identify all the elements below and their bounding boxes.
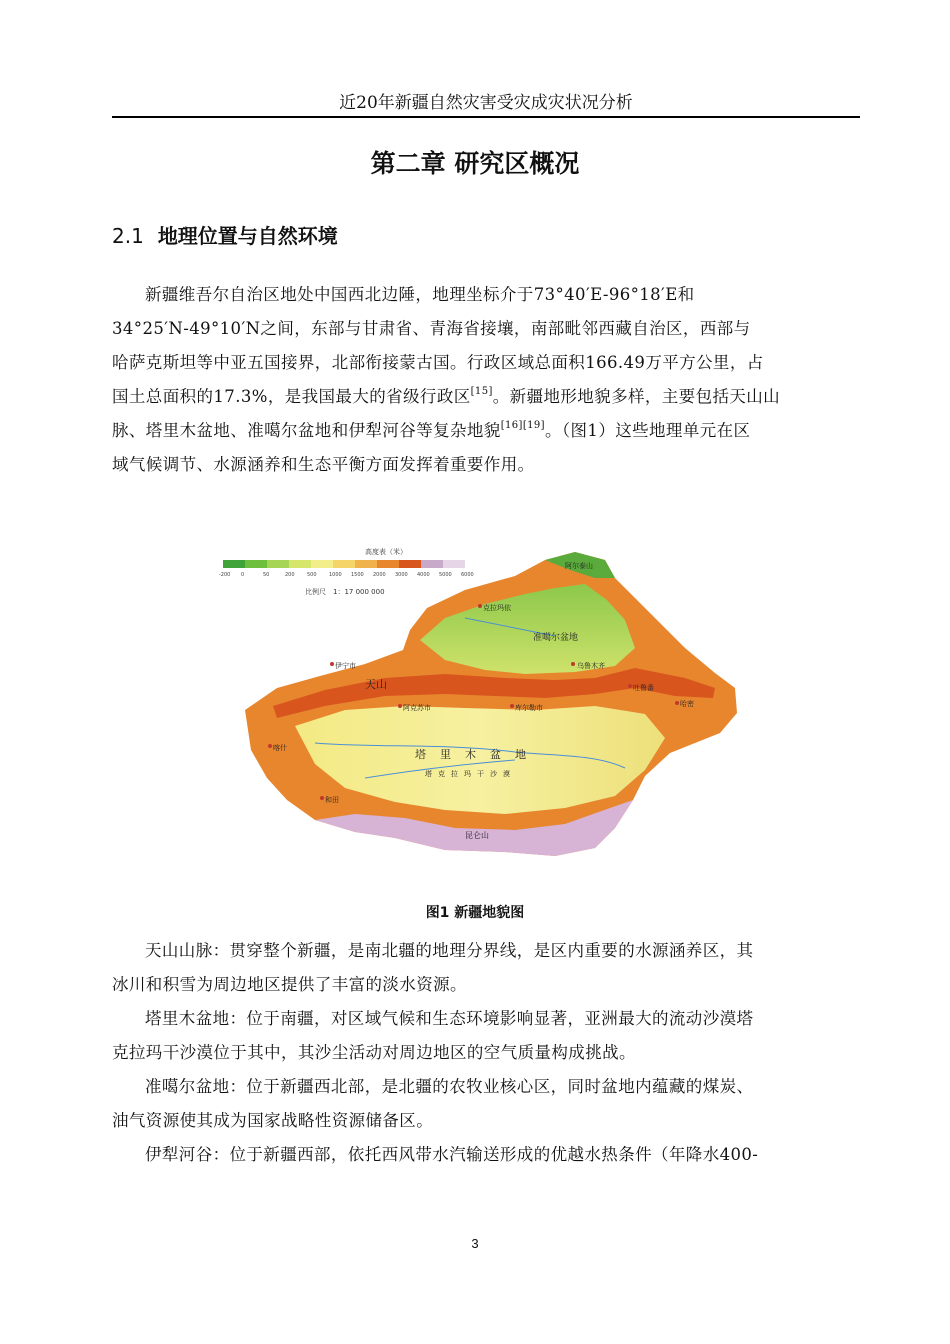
junggar-paragraph: [112, 1070, 860, 1138]
tarim-paragraph: [112, 1002, 860, 1070]
legend-tick-label: -200: [219, 572, 231, 578]
label-kuerle: 库尔勒市: [515, 704, 543, 712]
intro-paragraph: [112, 278, 860, 482]
intro-line: 域气候调节、水源涵养和生态平衡方面发挥着重要作用。: [112, 455, 535, 474]
legend-tick-label: 200: [285, 572, 295, 578]
scale-text: 比例尺 1：17 000 000: [305, 588, 385, 596]
body-line: 准噶尔盆地：位于新疆西北部，是北疆的农牧业核心区，同时盆地内蕴藏的煤炭、: [145, 1077, 754, 1096]
label-kashi: 喀什: [273, 744, 287, 752]
intro-line: 哈萨克斯坦等中亚五国接界，北部衔接蒙古国。行政区域总面积166.49万平方公里，占: [112, 353, 764, 372]
label-kunlun: 昆仑山: [465, 831, 489, 840]
yili-paragraph: [112, 1138, 860, 1172]
figure-caption: 图1 新疆地貌图: [425, 905, 525, 921]
label-hetian: 和田: [325, 796, 339, 804]
chapter-title: 第二章 研究区概况: [370, 149, 580, 178]
legend-swatch: [267, 560, 289, 568]
legend-swatch: [311, 560, 333, 568]
label-aksu: 阿克苏市: [403, 704, 431, 712]
body-line: 天山山脉：贯穿整个新疆，是南北疆的地理分界线，是区内重要的水源涵养区，其: [145, 941, 754, 960]
label-urumqi: 乌鲁木齐: [577, 662, 605, 670]
intro-line: 新疆维吾尔自治区地处中国西北边陲，地理坐标介于73°40′E-96°18′E和: [145, 285, 695, 304]
label-zhungeer: 准噶尔盆地: [533, 633, 579, 643]
legend-swatch: [377, 560, 399, 568]
legend-tick-label: 5000: [439, 572, 452, 578]
body-line: 冰川和积雪为周边地区提供了丰富的淡水资源。: [112, 975, 467, 994]
intro-line: 国土总面积的17.3%，是我国最大的省级行政区[15]。新疆地形地貌多样，主要包括天山山: [112, 385, 781, 406]
section-heading: [112, 222, 338, 250]
body-line: 伊犁河谷：位于新疆西部，依托西风带水汽输送形成的优越水热条件（年降水400-: [145, 1145, 759, 1164]
legend-swatch: [245, 560, 267, 568]
legend-tick-label: 3000: [395, 572, 408, 578]
label-tarim: 塔里木盆地: [415, 748, 540, 761]
label-turpan: 吐鲁番: [633, 684, 654, 692]
intro-line: 脉、塔里木盆地、准噶尔盆地和伊犁河谷等复杂地貌[16][19]。（图1）这些地理单元在区: [112, 419, 751, 440]
body-line: 克拉玛干沙漠位于其中，其沙尘活动对周边地区的空气质量构成挑战。: [112, 1043, 636, 1062]
legend-swatch: [289, 560, 311, 568]
label-tianshan: 天山: [365, 678, 387, 691]
citation-ref: [16][19]: [500, 419, 545, 431]
elevation-legend: [223, 560, 465, 568]
page-number: 3: [471, 1236, 479, 1251]
legend-tick-label: 0: [241, 572, 245, 578]
xinjiang-terrain-map: [215, 538, 767, 868]
legend-title: 高度表（米）: [365, 548, 407, 556]
legend-tick-label: 1000: [329, 572, 342, 578]
intro-line: 34°25′N-49°10′N之间，东部与甘肃省、青海省接壤，南部毗邻西藏自治区，西部与: [112, 319, 751, 338]
legend-tick-label: 2000: [373, 572, 386, 578]
citation-ref: [15]: [470, 385, 493, 397]
legend-swatch: [443, 560, 465, 568]
legend-tick-label: 6000: [461, 572, 474, 578]
running-header: 近20年新疆自然灾害受灾成灾状况分析: [339, 93, 633, 113]
section-title: 地理位置与自然环境: [157, 224, 338, 248]
body-line: 油气资源使其成为国家战略性资源储备区。: [112, 1111, 434, 1130]
label-kelamayi: 克拉玛依: [483, 604, 511, 612]
section-number: 2.1: [112, 224, 144, 248]
label-altai: 阿尔泰山: [565, 562, 593, 570]
label-yining: 伊宁市: [335, 662, 356, 670]
label-taklamakan: 塔克拉玛干沙漠: [425, 770, 516, 778]
header-rule: [112, 116, 860, 118]
legend-tick-label: 50: [263, 572, 270, 578]
legend-tick-label: 500: [307, 572, 317, 578]
legend-swatch: [355, 560, 377, 568]
legend-swatch: [223, 560, 245, 568]
legend-tick-label: 1500: [351, 572, 364, 578]
legend-swatch: [399, 560, 421, 568]
legend-tick-label: 4000: [417, 572, 430, 578]
body-line: 塔里木盆地：位于南疆，对区域气候和生态环境影响显著，亚洲最大的流动沙漠塔: [145, 1009, 754, 1028]
legend-swatch: [333, 560, 355, 568]
legend-swatch: [421, 560, 443, 568]
label-hami: 哈密: [680, 700, 694, 708]
tianshan-paragraph: [112, 934, 860, 1002]
